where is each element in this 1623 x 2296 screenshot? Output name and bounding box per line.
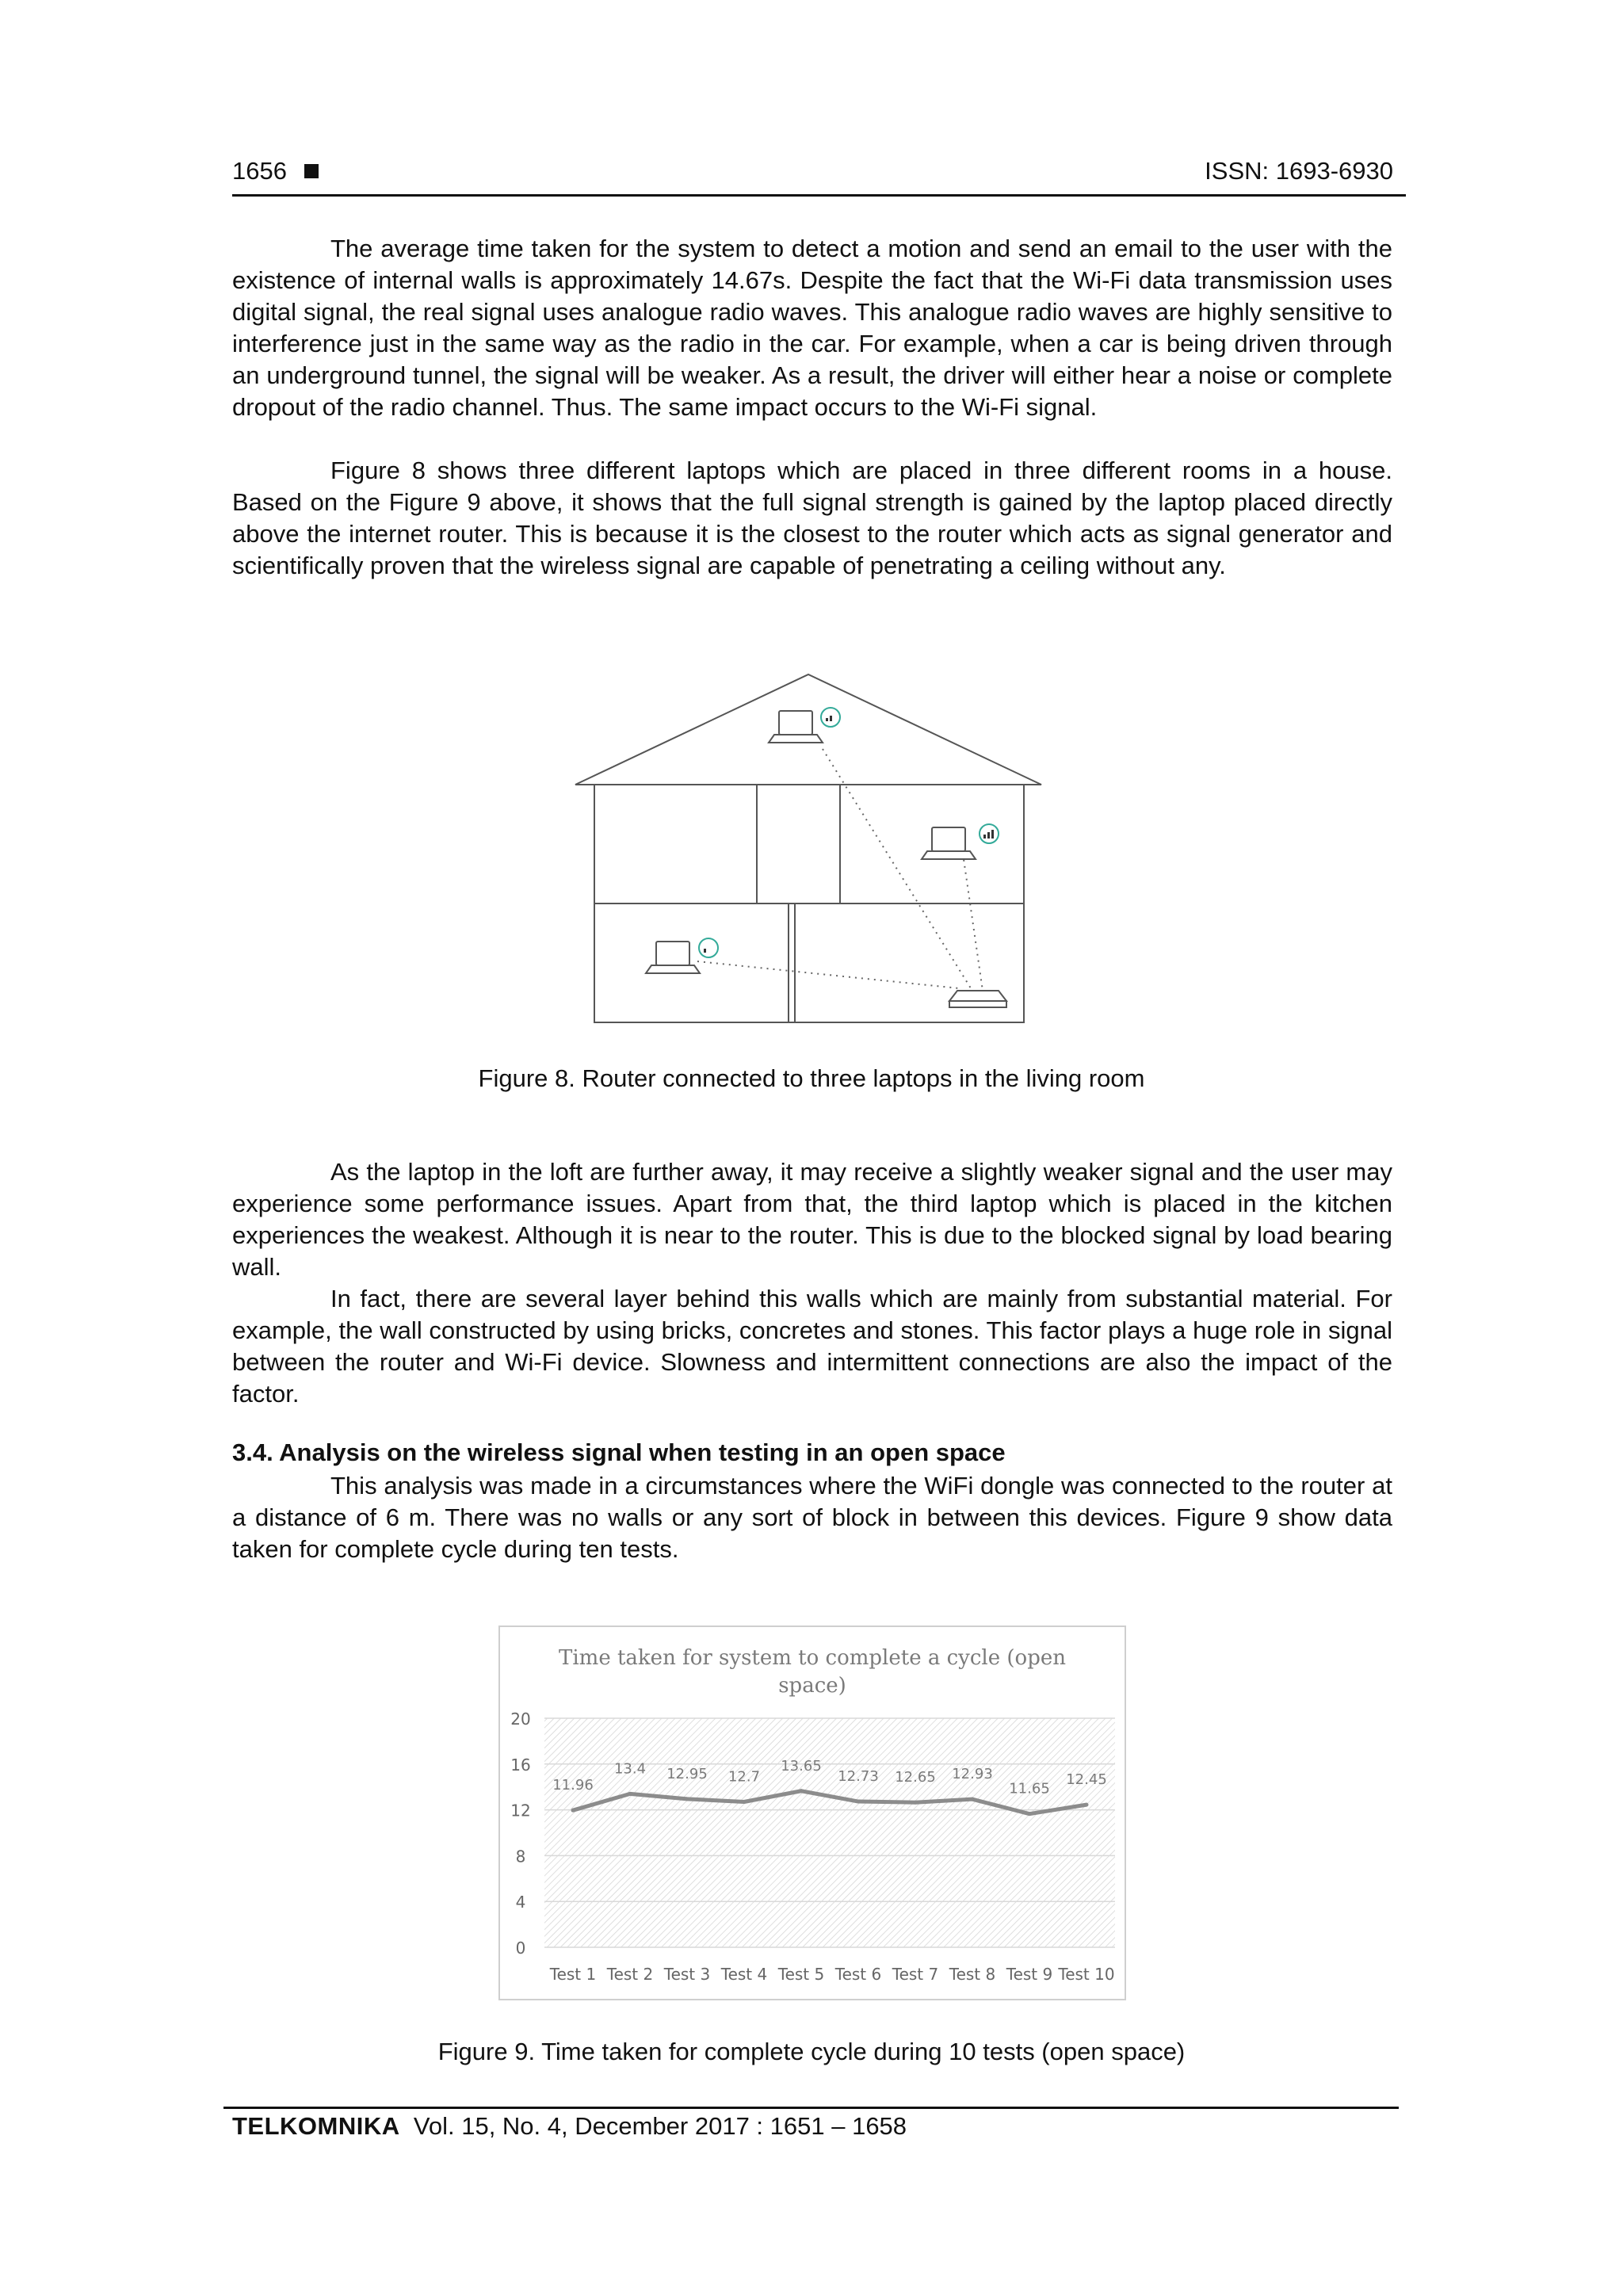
x-tick-label: Test 3 (663, 1965, 711, 1984)
volume-info: Vol. 15, No. 4, December 2017 : 1651 – 1658 (413, 2112, 907, 2140)
x-tick-label: Test 5 (777, 1965, 825, 1984)
x-tick-label: Test 7 (892, 1965, 939, 1984)
figure-8-caption: Figure 8. Router connected to three laptops in the living room (478, 1064, 1145, 1092)
chart-title-line-1: Time taken for system to complete a cycle (open (559, 1646, 1066, 1670)
x-tick-label: Test 2 (606, 1965, 654, 1984)
chart-title-line-2: space) (778, 1674, 846, 1698)
data-label: 13.4 (613, 1760, 647, 1778)
x-tick-label: Test 6 (834, 1965, 882, 1984)
figure-9-caption: Figure 9. Time taken for complete cycle during 10 tests (open space) (437, 2038, 1186, 2065)
router-icon (949, 991, 1006, 1007)
y-tick-label: 8 (515, 1847, 526, 1866)
data-point (743, 1800, 747, 1804)
section-heading: 3.4. Analysis on the wireless signal when testing in an open space (232, 1438, 1006, 1466)
y-tick-label: 16 (510, 1755, 531, 1775)
square-bullet-icon (304, 164, 319, 178)
x-tick-label: Test 10 (1058, 1965, 1115, 1984)
data-point (1028, 1812, 1032, 1816)
journal-name: TELKOMNIKA (232, 2112, 400, 2140)
data-label: 12.93 (952, 1766, 993, 1783)
footer-rule (223, 2107, 1399, 2109)
x-tick-label: Test 9 (1006, 1965, 1053, 1984)
data-point (914, 1801, 918, 1805)
laptop-loft-icon (769, 708, 840, 743)
paragraph-2: Figure 8 shows three different laptops which are placed in three different rooms in a house. Based on the Figure 9 above, it shows that the full signal strength is gained by the laptop placed directly above the internet router. This is because it is the closest to the router which acts as signal generator and scientifically proven that the wireless signal are capable of penetrating a ceiling without any. (232, 457, 1392, 579)
y-tick-label: 12 (510, 1801, 531, 1820)
issn: ISSN: 1693-6930 (1205, 157, 1393, 185)
paragraph-3: As the laptop in the loft are further away, it may receive a slightly weaker signal and the user may experience some performance issues. Apart from that, the third laptop which is placed in the kitchen experiences the weakest. Although it is near to the router. This is due to the blocked signal by load bearing wall. (232, 1158, 1392, 1281)
data-point (1085, 1803, 1089, 1807)
paragraph-1: The average time taken for the system to detect a motion and send an email to the user with the existence of internal walls is approximately 14.67s. Despite the fact that the Wi-Fi data transmission uses digital signal, the real signal uses analogue radio waves. This analogue radio waves are highly sensitive to interference just in the same way as the radio in the car. For example, when a car is being driven through an underground tunnel, the signal will be weaker. As a result, the driver will either hear a noise or complete dropout of the radio channel. Thus. The same impact occurs to the Wi-Fi signal. (232, 235, 1392, 421)
data-point (971, 1797, 975, 1801)
x-tick-label: Test 4 (720, 1965, 768, 1984)
paragraph-4: In fact, there are several layer behind this walls which are mainly from substantial material. For example, the wall constructed by using bricks, concretes and stones. This factor plays a huge role in signal between the router and Wi-Fi device. Slowness and intermittent connections are also the impact of the factor. (232, 1285, 1392, 1408)
y-tick-label: 4 (515, 1893, 526, 1912)
data-label: 12.45 (1066, 1771, 1107, 1789)
y-tick-label: 0 (515, 1939, 526, 1958)
data-label: 11.65 (1009, 1780, 1050, 1797)
laptop-upper-room-icon (922, 824, 999, 859)
plot-area (544, 1718, 1115, 1947)
data-label: 13.65 (781, 1757, 822, 1775)
footer (232, 2112, 907, 2141)
header-rule (232, 194, 1406, 197)
x-tick-label: Test 1 (549, 1965, 597, 1984)
data-point (800, 1789, 804, 1793)
data-label: 12.73 (838, 1768, 879, 1786)
data-point (628, 1792, 632, 1796)
y-tick-label: 20 (510, 1710, 531, 1729)
data-label: 11.96 (552, 1777, 594, 1794)
data-label: 12.95 (666, 1765, 708, 1782)
x-tick-label: Test 8 (949, 1965, 996, 1984)
laptop-kitchen-icon (646, 938, 718, 973)
figure-8-house-diagram (571, 670, 1046, 1034)
data-label: 12.7 (727, 1768, 761, 1786)
data-point (571, 1809, 575, 1813)
data-point (857, 1800, 861, 1804)
data-point (685, 1797, 689, 1801)
paragraph-5: This analysis was made in a circumstances where the WiFi dongle was connected to the router at a distance of 6 m. There was no walls or any sort of block in between this devices. Figure 9 show data taken for complete cycle during ten tests. (232, 1472, 1392, 1563)
figure-9-line-chart (498, 1626, 1126, 2000)
data-label: 12.65 (895, 1769, 936, 1786)
page-number: 1656 (232, 157, 319, 185)
